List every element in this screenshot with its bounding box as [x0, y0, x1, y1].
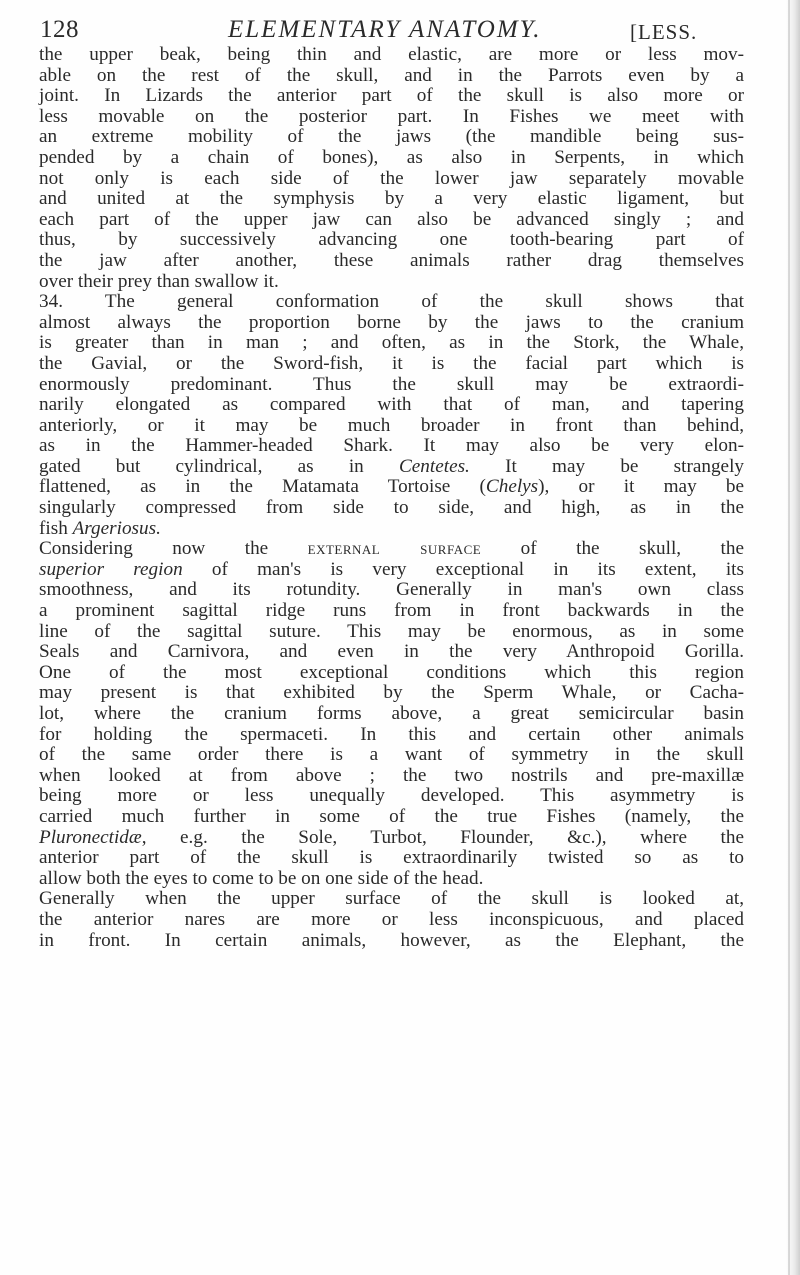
text-line [39, 663, 744, 684]
text-span: flattened, as in the Matamata Tortoise ( [39, 476, 486, 498]
text-span: when looked at from above ; the two nostrils and pre-maxillæ [39, 764, 744, 786]
text-span: is greater than in man ; and often, as in the Stork, the Whale, [39, 332, 744, 354]
text-span: It may be strangely [469, 455, 744, 477]
text-line [39, 869, 744, 890]
text-line [39, 292, 744, 313]
text-span: each part of the upper jaw can also be advanced singly ; and [39, 208, 744, 230]
text-line [39, 169, 744, 190]
text-span: anteriorly, or it may be much broader in front than behind, [39, 414, 744, 436]
text-line [39, 127, 744, 148]
text-span: being more or less unequally developed. This asymmetry is [39, 785, 744, 807]
text-span: enormously predominant. Thus the skull may be extraordi- [39, 373, 744, 395]
text-line [39, 828, 744, 849]
body-text [39, 45, 744, 951]
running-head [40, 14, 740, 44]
text-line [39, 189, 744, 210]
text-span: the jaw after another, these animals rather drag themselves [39, 249, 744, 271]
text-line [39, 745, 744, 766]
text-span: , e.g. the Sole, Turbot, Flounder, &c.), where the [141, 826, 744, 848]
text-span: allow both the eyes to come to be on one side of the head. [39, 867, 484, 889]
text-line [39, 807, 744, 828]
text-line [39, 725, 744, 746]
text-span: 34. The general conformation of the skull shows that [39, 291, 744, 313]
text-line [39, 642, 744, 663]
text-line [39, 333, 744, 354]
text-span: Seals and Carnivora, and even in the very Anthropoid Gorilla. [39, 641, 744, 663]
text-line [39, 395, 744, 416]
text-span: gated but cylindrical, as in [39, 455, 399, 477]
text-span: of the same order there is a want of symmetry in the skull [39, 744, 744, 766]
text-span: joint. In Lizards the anterior part of the skull is also more or [39, 85, 744, 107]
text-span: able on the rest of the skull, and in the Parrots even by a [39, 64, 744, 86]
text-span: narily elongated as compared with that of man, and tapering [39, 394, 744, 416]
text-span: for holding the spermaceti. In this and certain other animals [39, 723, 744, 745]
text-span: of man's is very exceptional in its extent, its [182, 558, 744, 580]
text-span: One of the most exceptional conditions which this region [39, 661, 744, 683]
page-number: 128 [40, 16, 79, 43]
text-line [39, 416, 744, 437]
text-span: may present is that exhibited by the Sperm Whale, or Cacha- [39, 682, 744, 704]
text-span: pended by a chain of bones), as also in Serpents, in which [39, 146, 744, 168]
text-line [39, 519, 744, 540]
text-span: superior region [39, 558, 183, 580]
text-line [39, 313, 744, 334]
text-span: an extreme mobility of the jaws (the mandible being sus- [39, 126, 744, 148]
text-span: and united at the symphysis by a very elastic ligament, but [39, 188, 744, 210]
text-line [39, 580, 744, 601]
text-span: lot, where the cranium forms above, a great semicircular basin [39, 703, 744, 724]
text-span: line of the sagittal suture. This may be enormous, as in some [39, 620, 744, 642]
text-span: almost always the proportion borne by the jaws to the cranium [39, 311, 744, 333]
text-line [39, 683, 744, 704]
page-edge-line [788, 0, 790, 1275]
text-line [39, 704, 744, 725]
text-line [39, 848, 744, 869]
text-line [39, 86, 744, 107]
text-line [39, 931, 744, 952]
text-span: over their prey than swallow it. [39, 270, 279, 292]
text-span: singularly compressed from side to side, and high, as in the [39, 497, 744, 519]
text-span: as in the Hammer-headed Shark. It may also be very elon- [39, 435, 744, 457]
text-line [39, 354, 744, 375]
text-span: Centetes. [398, 455, 470, 477]
text-line [39, 436, 744, 457]
text-span: not only is each side of the lower jaw separately movable [39, 167, 744, 189]
text-span: the Gavial, or the Sword-fish, it is the facial part which is [39, 352, 744, 374]
text-line [39, 107, 744, 128]
text-span: anterior part of the skull is extraordinarily twisted so as to [39, 847, 744, 869]
text-line [39, 45, 744, 66]
text-span: the anterior nares are more or less inconspicuous, and placed [39, 908, 744, 930]
text-line [39, 230, 744, 251]
text-span: Generally when the upper surface of the skull is looked at, [39, 888, 744, 910]
text-span: in front. In certain animals, however, as the Elephant, the [39, 929, 744, 951]
text-span: Chelys [485, 476, 539, 498]
running-section: [LESS. [630, 20, 698, 44]
text-line [39, 457, 744, 478]
text-span: thus, by successively advancing one tooth-bearing part of [39, 229, 744, 251]
text-line [39, 148, 744, 169]
text-span: of the skull, the [481, 538, 744, 560]
text-line [39, 889, 744, 910]
text-span: smoothness, and its rotundity. Generally in man's own class [39, 579, 744, 601]
text-span: less movable on the posterior part. In Fishes we meet with [39, 105, 744, 127]
text-line [39, 560, 744, 581]
text-span: ), or it may be [538, 476, 744, 498]
text-span: Argeriosus. [72, 517, 161, 539]
text-line [39, 272, 744, 293]
text-line [39, 910, 744, 931]
text-line [39, 622, 744, 643]
text-line [39, 375, 744, 396]
text-line [39, 601, 744, 622]
text-span: carried much further in some of the true Fishes (namely, the [39, 805, 744, 827]
running-title: ELEMENTARY ANATOMY. [228, 16, 542, 43]
text-span: external surface [307, 538, 482, 560]
text-line [39, 210, 744, 231]
text-line [39, 786, 744, 807]
text-line [39, 251, 744, 272]
text-line [39, 766, 744, 787]
text-span: Considering now the [39, 538, 308, 560]
text-line [39, 66, 744, 87]
text-span: a prominent sagittal ridge runs from in front backwards in the [39, 600, 744, 622]
text-span: the upper beak, being thin and elastic, are more or less mov- [39, 44, 744, 65]
text-line [39, 539, 744, 560]
text-span: Pluronectidæ [39, 826, 142, 848]
text-span: fish [39, 517, 73, 539]
text-line [39, 477, 744, 498]
text-line [39, 498, 744, 519]
